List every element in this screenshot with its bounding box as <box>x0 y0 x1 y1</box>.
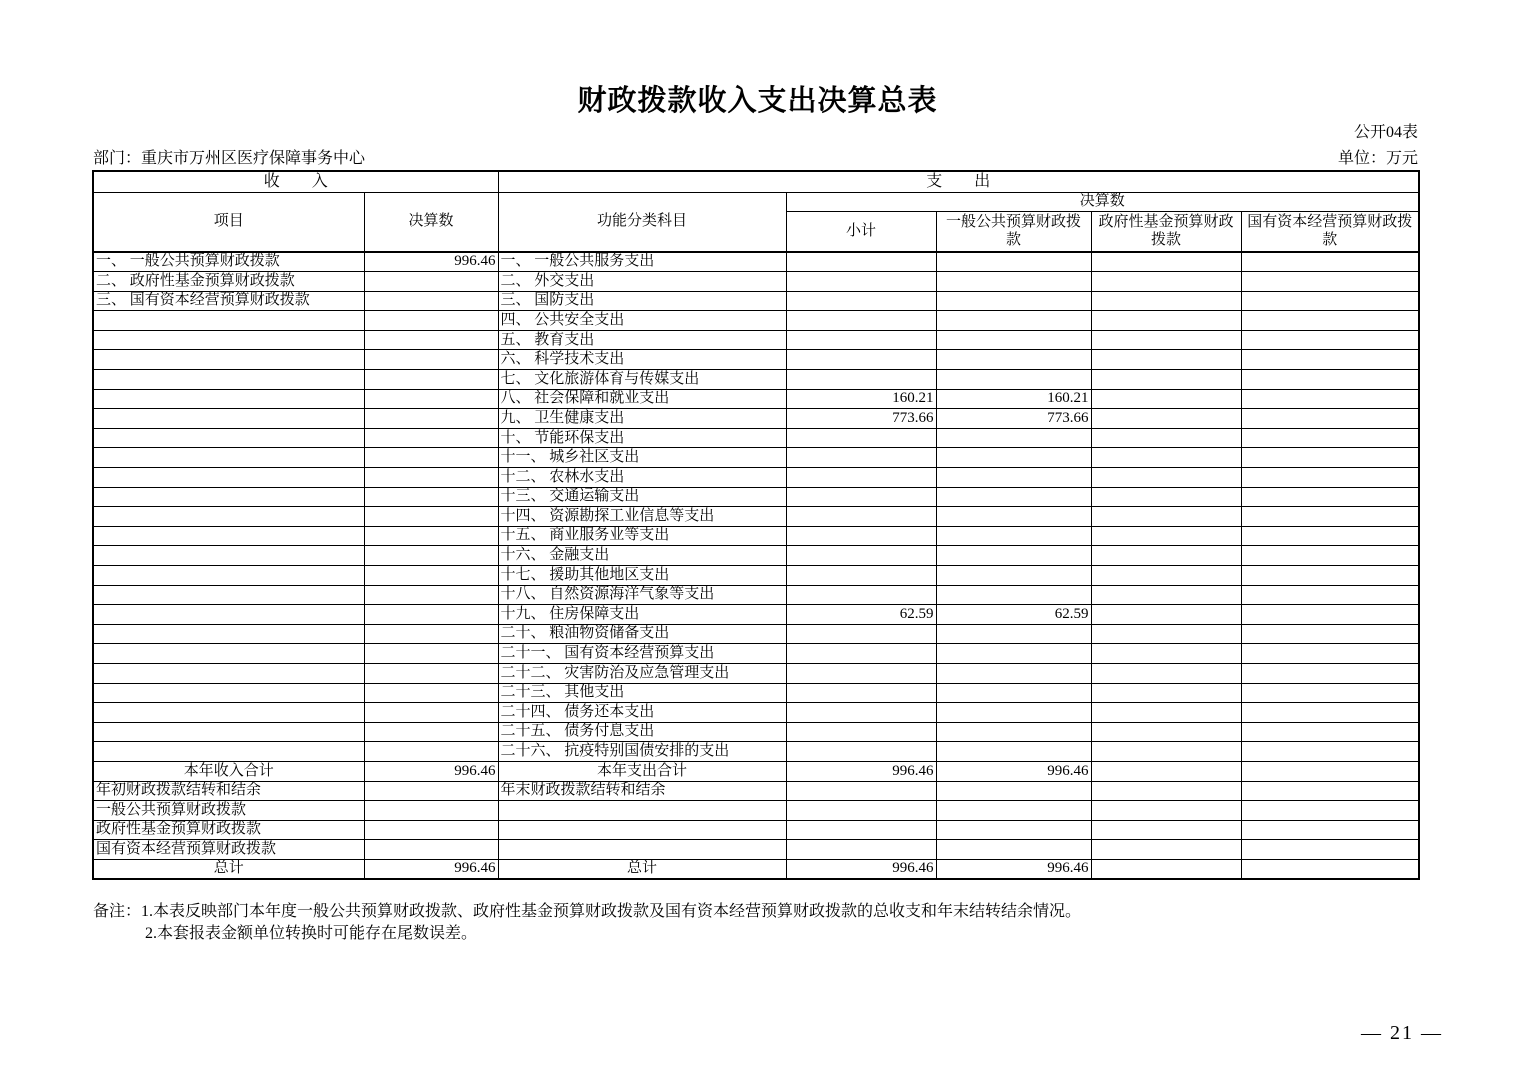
expense-item-cell: 一、 一般公共服务支出 <box>498 252 786 272</box>
expense-item-cell: 十六、 金融支出 <box>498 546 786 566</box>
expense-gov-fund-cell <box>1091 350 1241 370</box>
expense-subtotal-cell <box>786 370 936 390</box>
expense-state-capital-cell <box>1241 409 1419 429</box>
table-row <box>93 468 1419 488</box>
table-row <box>93 722 1419 742</box>
form-number: 公开04表 <box>1353 124 1418 141</box>
expense-general-budget-cell <box>936 507 1091 527</box>
income-value-cell <box>364 722 498 742</box>
income-item-cell <box>93 448 364 468</box>
table-row <box>93 272 1419 292</box>
income-item-cell <box>93 742 364 762</box>
income-value-cell <box>364 624 498 644</box>
expense-item-cell: 总计 <box>498 859 786 879</box>
table-row <box>93 311 1419 331</box>
meta-row <box>93 145 1418 168</box>
column-header-row-1 <box>93 193 1419 212</box>
income-item-cell <box>93 624 364 644</box>
expense-subtotal-cell <box>786 781 936 801</box>
expense-state-capital-cell <box>1241 683 1419 703</box>
table-row <box>93 801 1419 821</box>
expense-gov-fund-cell <box>1091 663 1241 683</box>
table-row <box>93 526 1419 546</box>
expense-general-budget-cell <box>936 722 1091 742</box>
expense-subtotal-cell: 996.46 <box>786 859 936 879</box>
expense-item-cell: 九、 卫生健康支出 <box>498 409 786 429</box>
expense-gov-fund-cell <box>1091 644 1241 664</box>
expense-state-capital-cell <box>1241 546 1419 566</box>
expense-general-budget-cell <box>936 350 1091 370</box>
expense-general-budget-cell <box>936 546 1091 566</box>
table-row <box>93 781 1419 801</box>
table-row <box>93 742 1419 762</box>
expense-item-cell: 二十三、 其他支出 <box>498 683 786 703</box>
expense-gov-fund-cell <box>1091 605 1241 625</box>
income-value-cell <box>364 291 498 311</box>
expense-gov-fund-cell <box>1091 859 1241 879</box>
expense-gov-fund-cell <box>1091 507 1241 527</box>
expense-general-budget-cell <box>936 585 1091 605</box>
table-row <box>93 566 1419 586</box>
fiscal-summary-table <box>92 170 1420 880</box>
table-row <box>93 448 1419 468</box>
expense-state-capital-cell <box>1241 840 1419 860</box>
expense-general-budget-cell <box>936 663 1091 683</box>
expense-subtotal-cell: 62.59 <box>786 605 936 625</box>
expense-state-capital-cell <box>1241 624 1419 644</box>
income-value-cell <box>364 370 498 390</box>
income-item-cell: 国有资本经营预算财政拨款 <box>93 840 364 860</box>
expense-general-budget-cell <box>936 781 1091 801</box>
expense-state-capital-cell <box>1241 859 1419 879</box>
expense-state-capital-cell <box>1241 272 1419 292</box>
unit-label: 单位：万元 <box>1337 150 1418 167</box>
expense-gov-fund-cell <box>1091 252 1241 272</box>
expense-item-cell: 二十二、 灾害防治及应急管理支出 <box>498 663 786 683</box>
expense-general-budget-cell <box>936 820 1091 840</box>
expense-state-capital-cell <box>1241 526 1419 546</box>
income-value-cell <box>364 605 498 625</box>
expense-item-cell: 十二、 农林水支出 <box>498 468 786 488</box>
expense-general-budget-cell <box>936 428 1091 448</box>
expense-general-budget-cell <box>936 370 1091 390</box>
expense-state-capital-cell <box>1241 801 1419 821</box>
expense-subtotal-cell <box>786 291 936 311</box>
expense-gov-fund-cell <box>1091 840 1241 860</box>
expense-state-capital-cell <box>1241 722 1419 742</box>
col-header-final-expense: 决算数 <box>786 193 1419 212</box>
expense-item-cell: 二十六、 抗疫特别国债安排的支出 <box>498 742 786 762</box>
expense-subtotal-cell <box>786 624 936 644</box>
table-row <box>93 291 1419 311</box>
table-row <box>93 409 1419 429</box>
expense-general-budget-cell <box>936 801 1091 821</box>
table-row <box>93 624 1419 644</box>
expense-state-capital-cell <box>1241 585 1419 605</box>
expense-gov-fund-cell <box>1091 546 1241 566</box>
table-row <box>93 644 1419 664</box>
expense-subtotal-cell <box>786 820 936 840</box>
expense-section-header: 支 出 <box>498 171 1419 193</box>
col-header-final-income: 决算数 <box>364 193 498 253</box>
expense-gov-fund-cell <box>1091 722 1241 742</box>
income-item-cell: 一、 一般公共预算财政拨款 <box>93 252 364 272</box>
note-line-1: 备注：1.本表反映部门本年度一般公共预算财政拨款、政府性基金预算财政拨款及国有资本经营预算财政拨款的总收支和年末结转结余情况。 <box>93 903 1082 920</box>
expense-subtotal-cell <box>786 644 936 664</box>
expense-subtotal-cell: 773.66 <box>786 409 936 429</box>
income-item-cell <box>93 546 364 566</box>
income-item-cell: 总计 <box>93 859 364 879</box>
income-value-cell <box>364 644 498 664</box>
section-header-row <box>93 171 1419 193</box>
expense-state-capital-cell <box>1241 663 1419 683</box>
expense-subtotal-cell <box>786 801 936 821</box>
expense-gov-fund-cell <box>1091 742 1241 762</box>
table-row <box>93 683 1419 703</box>
income-item-cell <box>93 370 364 390</box>
income-value-cell <box>364 272 498 292</box>
expense-general-budget-cell <box>936 624 1091 644</box>
expense-subtotal-cell <box>786 526 936 546</box>
income-item-cell: 三、 国有资本经营预算财政拨款 <box>93 291 364 311</box>
income-value-cell <box>364 585 498 605</box>
income-value-cell <box>364 448 498 468</box>
expense-item-cell: 二十一、 国有资本经营预算支出 <box>498 644 786 664</box>
expense-state-capital-cell <box>1241 468 1419 488</box>
expense-item-cell: 六、 科学技术支出 <box>498 350 786 370</box>
col-header-general-budget: 一般公共预算财政拨款 <box>936 212 1091 253</box>
expense-gov-fund-cell <box>1091 781 1241 801</box>
page-number: — 21 — <box>1361 1022 1443 1044</box>
table-row <box>93 859 1419 879</box>
expense-subtotal-cell <box>786 840 936 860</box>
expense-item-cell: 七、 文化旅游体育与传媒支出 <box>498 370 786 390</box>
expense-gov-fund-cell <box>1091 409 1241 429</box>
expense-gov-fund-cell <box>1091 703 1241 723</box>
table-row <box>93 370 1419 390</box>
expense-subtotal-cell <box>786 683 936 703</box>
income-value-cell <box>364 566 498 586</box>
expense-general-budget-cell <box>936 840 1091 860</box>
income-item-cell <box>93 487 364 507</box>
expense-subtotal-cell <box>786 546 936 566</box>
expense-gov-fund-cell <box>1091 448 1241 468</box>
expense-subtotal-cell <box>786 487 936 507</box>
expense-item-cell: 三、 国防支出 <box>498 291 786 311</box>
table-row <box>93 507 1419 527</box>
expense-state-capital-cell <box>1241 252 1419 272</box>
table-row <box>93 605 1419 625</box>
expense-general-budget-cell <box>936 272 1091 292</box>
col-header-state-capital: 国有资本经营预算财政拨款 <box>1241 212 1419 253</box>
expense-subtotal-cell <box>786 663 936 683</box>
expense-state-capital-cell <box>1241 605 1419 625</box>
income-item-cell <box>93 409 364 429</box>
income-value-cell <box>364 703 498 723</box>
income-item-cell <box>93 683 364 703</box>
expense-item-cell: 二、 外交支出 <box>498 272 786 292</box>
expense-subtotal-cell <box>786 507 936 527</box>
expense-general-budget-cell <box>936 526 1091 546</box>
expense-state-capital-cell <box>1241 644 1419 664</box>
expense-gov-fund-cell <box>1091 585 1241 605</box>
expense-gov-fund-cell <box>1091 370 1241 390</box>
expense-general-budget-cell <box>936 644 1091 664</box>
expense-item-cell: 十一、 城乡社区支出 <box>498 448 786 468</box>
table-row <box>93 350 1419 370</box>
expense-state-capital-cell <box>1241 311 1419 331</box>
income-value-cell <box>364 840 498 860</box>
expense-item-cell: 本年支出合计 <box>498 761 786 781</box>
expense-subtotal-cell <box>786 585 936 605</box>
expense-gov-fund-cell <box>1091 820 1241 840</box>
expense-general-budget-cell: 62.59 <box>936 605 1091 625</box>
expense-item-cell: 十八、 自然资源海洋气象等支出 <box>498 585 786 605</box>
expense-subtotal-cell <box>786 448 936 468</box>
expense-gov-fund-cell <box>1091 468 1241 488</box>
table-row <box>93 820 1419 840</box>
income-value-cell <box>364 546 498 566</box>
expense-general-budget-cell <box>936 252 1091 272</box>
income-item-cell <box>93 350 364 370</box>
income-value-cell <box>364 663 498 683</box>
table-row <box>93 840 1419 860</box>
income-value-cell: 996.46 <box>364 252 498 272</box>
expense-item-cell: 五、 教育支出 <box>498 330 786 350</box>
income-item-cell <box>93 330 364 350</box>
income-item-cell <box>93 507 364 527</box>
expense-general-budget-cell <box>936 330 1091 350</box>
expense-state-capital-cell <box>1241 566 1419 586</box>
expense-general-budget-cell <box>936 487 1091 507</box>
expense-gov-fund-cell <box>1091 330 1241 350</box>
expense-subtotal-cell: 996.46 <box>786 761 936 781</box>
expense-subtotal-cell <box>786 703 936 723</box>
expense-item-cell: 年末财政拨款结转和结余 <box>498 781 786 801</box>
expense-state-capital-cell <box>1241 350 1419 370</box>
expense-subtotal-cell <box>786 311 936 331</box>
table-row <box>93 330 1419 350</box>
income-value-cell: 996.46 <box>364 761 498 781</box>
income-item-cell <box>93 468 364 488</box>
income-item-cell: 一般公共预算财政拨款 <box>93 801 364 821</box>
expense-item-cell: 十五、 商业服务业等支出 <box>498 526 786 546</box>
income-value-cell <box>364 389 498 409</box>
expense-general-budget-cell: 773.66 <box>936 409 1091 429</box>
expense-subtotal-cell <box>786 272 936 292</box>
income-item-cell <box>93 663 364 683</box>
income-item-cell: 年初财政拨款结转和结余 <box>93 781 364 801</box>
expense-state-capital-cell <box>1241 507 1419 527</box>
income-item-cell <box>93 566 364 586</box>
expense-general-budget-cell <box>936 683 1091 703</box>
expense-general-budget-cell: 996.46 <box>936 761 1091 781</box>
expense-general-budget-cell <box>936 311 1091 331</box>
income-value-cell <box>364 820 498 840</box>
expense-state-capital-cell <box>1241 330 1419 350</box>
income-value-cell <box>364 468 498 488</box>
expense-gov-fund-cell <box>1091 683 1241 703</box>
expense-item-cell: 二十四、 债务还本支出 <box>498 703 786 723</box>
expense-item-cell: 二十、 粮油物资储备支出 <box>498 624 786 644</box>
income-value-cell <box>364 526 498 546</box>
income-item-cell <box>93 644 364 664</box>
expense-gov-fund-cell <box>1091 272 1241 292</box>
expense-subtotal-cell <box>786 722 936 742</box>
expense-item-cell: 十三、 交通运输支出 <box>498 487 786 507</box>
expense-gov-fund-cell <box>1091 761 1241 781</box>
income-value-cell <box>364 683 498 703</box>
income-value-cell <box>364 311 498 331</box>
table-row <box>93 703 1419 723</box>
expense-gov-fund-cell <box>1091 566 1241 586</box>
expense-subtotal-cell <box>786 566 936 586</box>
expense-item-cell: 十七、 援助其他地区支出 <box>498 566 786 586</box>
expense-state-capital-cell <box>1241 428 1419 448</box>
col-header-gov-fund: 政府性基金预算财政拨款 <box>1091 212 1241 253</box>
income-item-cell: 二、 政府性基金预算财政拨款 <box>93 272 364 292</box>
expense-item-cell: 四、 公共安全支出 <box>498 311 786 331</box>
expense-item-cell <box>498 801 786 821</box>
table-row <box>93 546 1419 566</box>
income-value-cell <box>364 507 498 527</box>
expense-state-capital-cell <box>1241 742 1419 762</box>
table-row <box>93 389 1419 409</box>
expense-gov-fund-cell <box>1091 311 1241 331</box>
expense-state-capital-cell <box>1241 487 1419 507</box>
expense-general-budget-cell: 996.46 <box>936 859 1091 879</box>
expense-subtotal-cell <box>786 330 936 350</box>
expense-item-cell <box>498 840 786 860</box>
expense-gov-fund-cell <box>1091 487 1241 507</box>
expense-subtotal-cell <box>786 428 936 448</box>
income-item-cell <box>93 311 364 331</box>
expense-item-cell: 十九、 住房保障支出 <box>498 605 786 625</box>
table-row <box>93 428 1419 448</box>
income-item-cell <box>93 703 364 723</box>
col-header-subtotal: 小计 <box>786 212 936 253</box>
expense-state-capital-cell <box>1241 761 1419 781</box>
table-row <box>93 585 1419 605</box>
expense-item-cell <box>498 820 786 840</box>
expense-state-capital-cell <box>1241 820 1419 840</box>
expense-item-cell: 十、 节能环保支出 <box>498 428 786 448</box>
income-value-cell <box>364 428 498 448</box>
expense-general-budget-cell <box>936 703 1091 723</box>
expense-gov-fund-cell <box>1091 389 1241 409</box>
col-header-func-subject: 功能分类科目 <box>498 193 786 253</box>
expense-general-budget-cell <box>936 566 1091 586</box>
footnotes <box>93 901 1420 945</box>
table-body <box>93 252 1419 879</box>
table-row <box>93 487 1419 507</box>
expense-subtotal-cell <box>786 252 936 272</box>
table-row <box>93 252 1419 272</box>
expense-general-budget-cell <box>936 448 1091 468</box>
expense-gov-fund-cell <box>1091 801 1241 821</box>
income-section-header: 收 入 <box>93 171 498 193</box>
expense-gov-fund-cell <box>1091 526 1241 546</box>
expense-gov-fund-cell <box>1091 291 1241 311</box>
income-item-cell <box>93 526 364 546</box>
expense-state-capital-cell <box>1241 389 1419 409</box>
table-row <box>93 663 1419 683</box>
income-item-cell <box>93 428 364 448</box>
income-item-cell: 政府性基金预算财政拨款 <box>93 820 364 840</box>
income-value-cell: 996.46 <box>364 859 498 879</box>
note-line-2: 2.本套报表金额单位转换时可能存在尾数误差。 <box>145 925 478 942</box>
income-item-cell <box>93 605 364 625</box>
income-item-cell: 本年收入合计 <box>93 761 364 781</box>
expense-subtotal-cell <box>786 350 936 370</box>
expense-subtotal-cell <box>786 742 936 762</box>
expense-item-cell: 二十五、 债务付息支出 <box>498 722 786 742</box>
income-value-cell <box>364 330 498 350</box>
expense-general-budget-cell: 160.21 <box>936 389 1091 409</box>
income-value-cell <box>364 742 498 762</box>
income-item-cell <box>93 722 364 742</box>
expense-state-capital-cell <box>1241 703 1419 723</box>
expense-gov-fund-cell <box>1091 428 1241 448</box>
income-value-cell <box>364 801 498 821</box>
expense-state-capital-cell <box>1241 291 1419 311</box>
income-value-cell <box>364 781 498 801</box>
expense-subtotal-cell: 160.21 <box>786 389 936 409</box>
income-item-cell <box>93 389 364 409</box>
expense-state-capital-cell <box>1241 370 1419 390</box>
expense-subtotal-cell <box>786 468 936 488</box>
table-row <box>93 761 1419 781</box>
department-label: 部门：重庆市万州区医疗保障事务中心 <box>93 150 366 167</box>
expense-general-budget-cell <box>936 742 1091 762</box>
page-title: 财政拨款收入支出决算总表 <box>577 85 938 117</box>
expense-item-cell: 十四、 资源勘探工业信息等支出 <box>498 507 786 527</box>
expense-general-budget-cell <box>936 468 1091 488</box>
income-value-cell <box>364 409 498 429</box>
expense-general-budget-cell <box>936 291 1091 311</box>
income-value-cell <box>364 487 498 507</box>
income-value-cell <box>364 350 498 370</box>
expense-state-capital-cell <box>1241 448 1419 468</box>
expense-item-cell: 八、 社会保障和就业支出 <box>498 389 786 409</box>
income-item-cell <box>93 585 364 605</box>
expense-gov-fund-cell <box>1091 624 1241 644</box>
col-header-item: 项目 <box>93 193 364 253</box>
expense-state-capital-cell <box>1241 781 1419 801</box>
